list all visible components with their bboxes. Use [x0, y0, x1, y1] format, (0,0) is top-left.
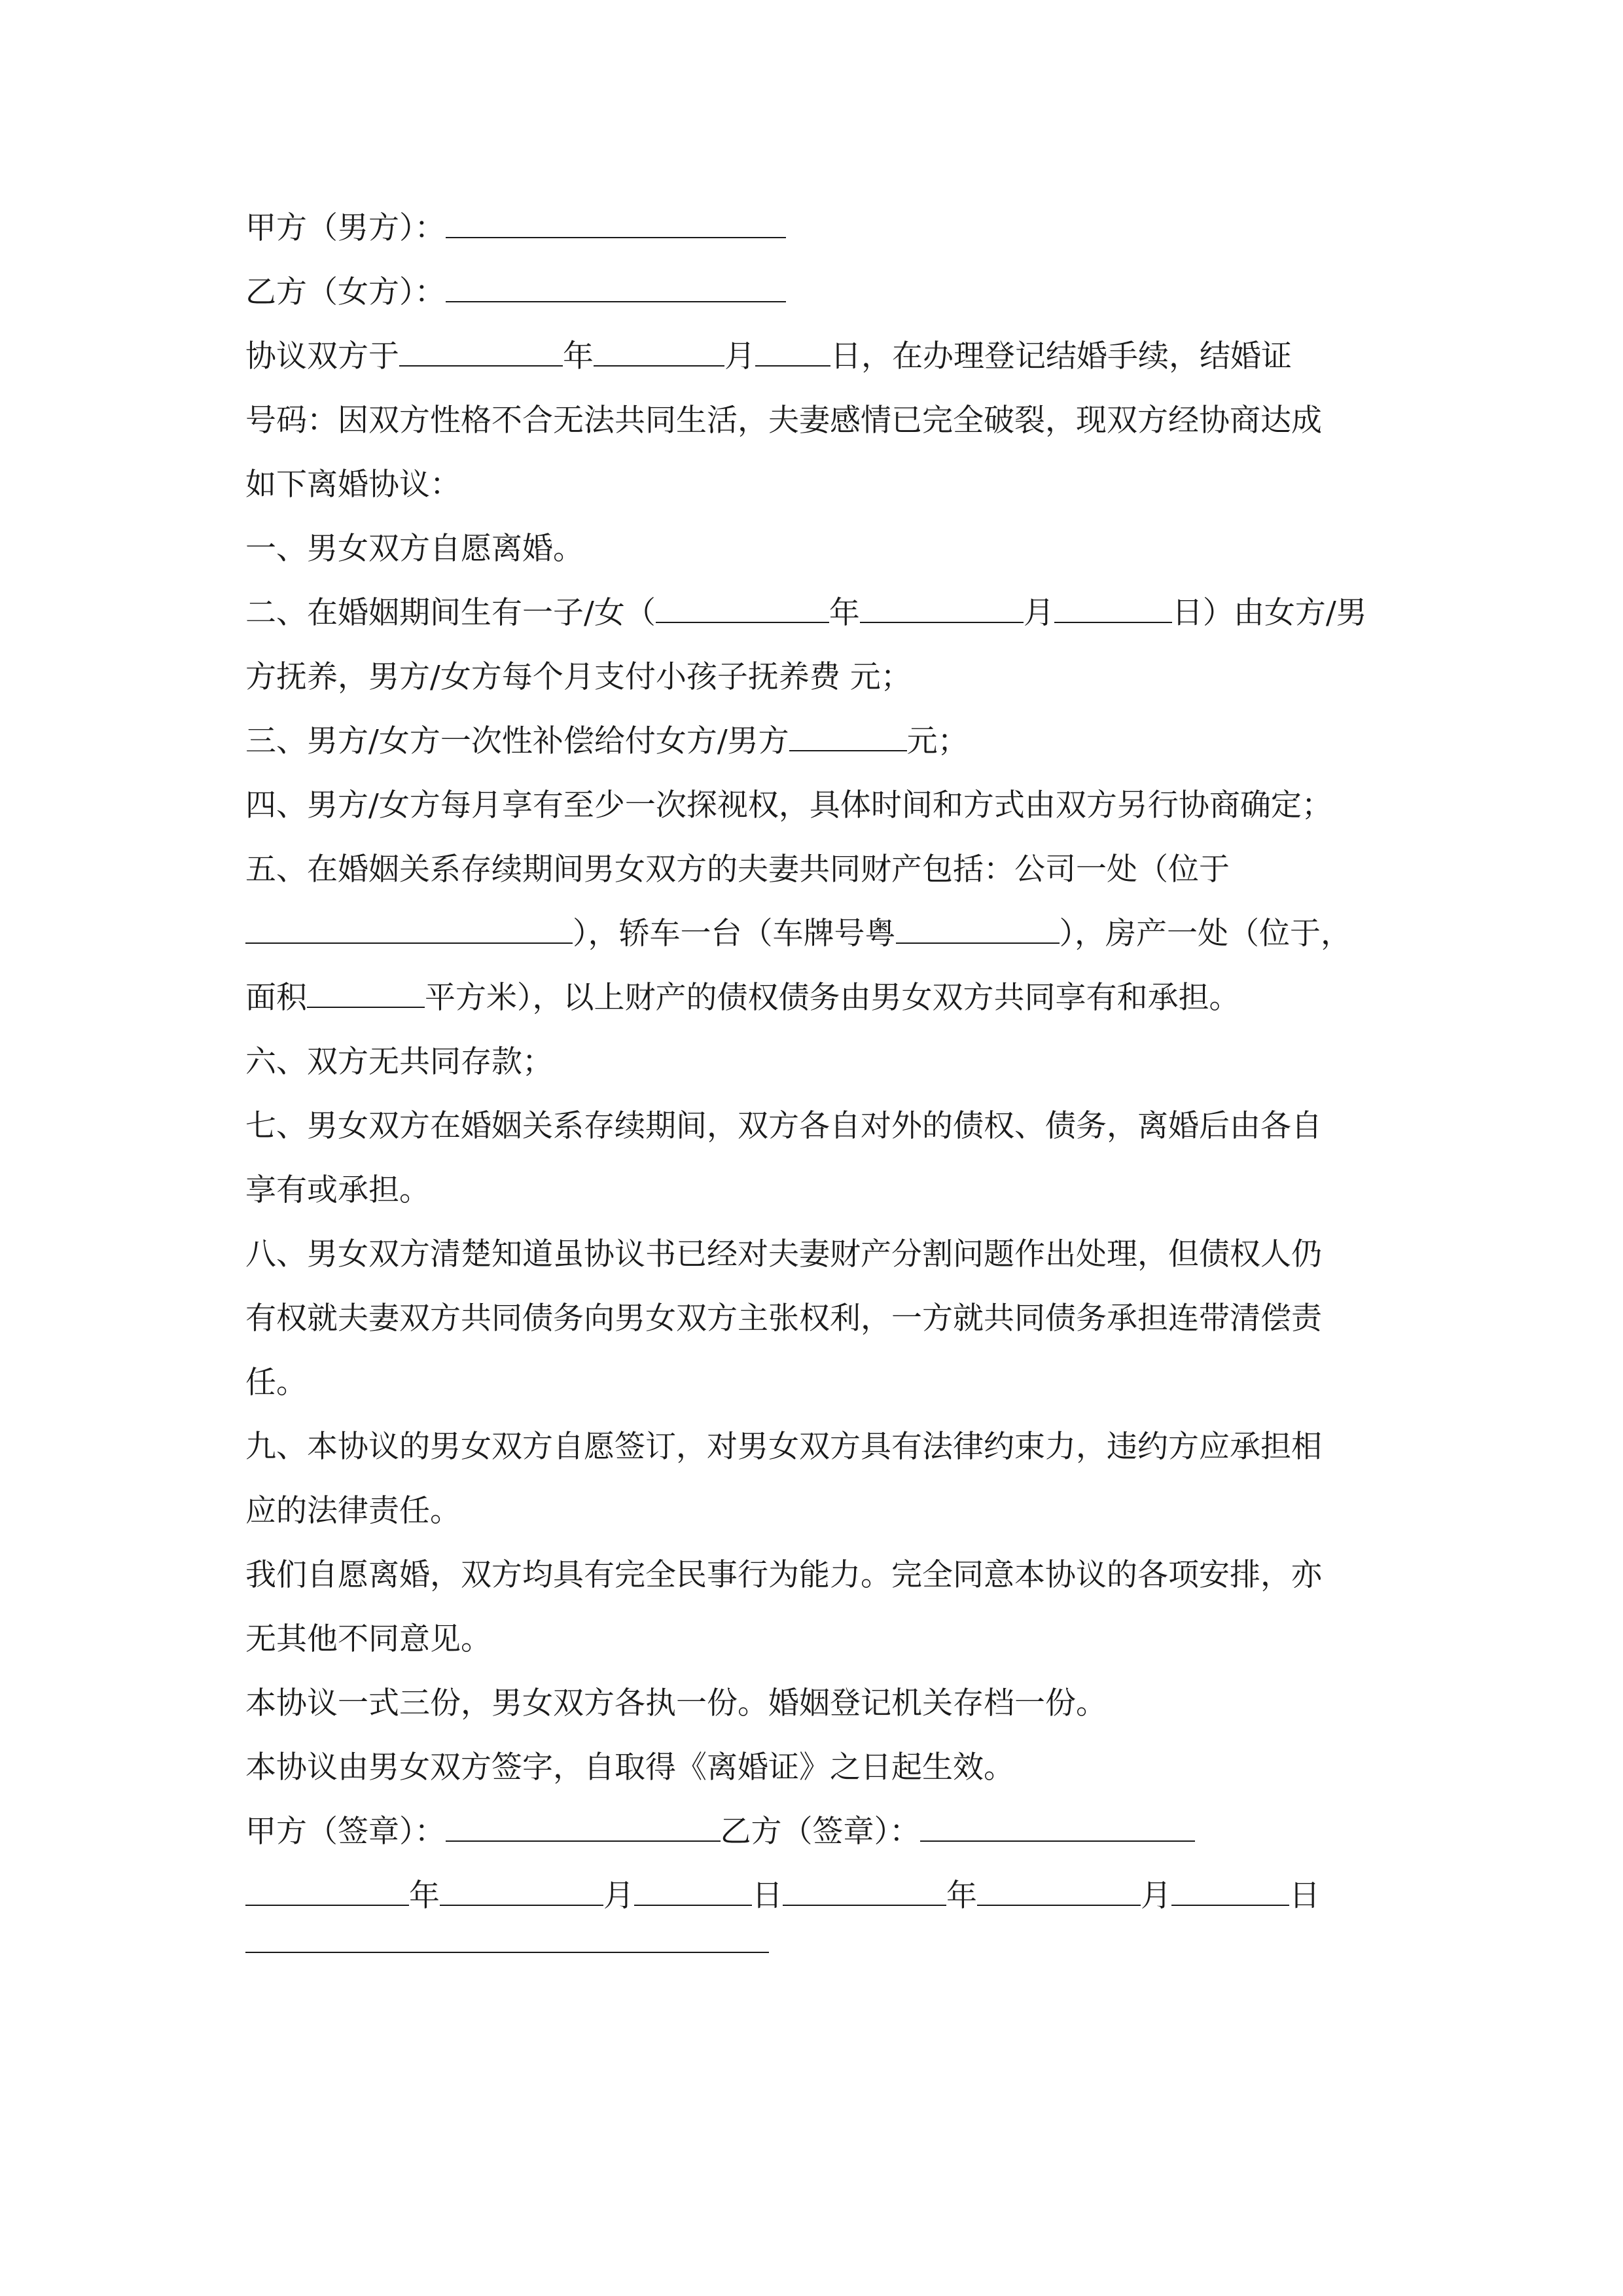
- company-address-field[interactable]: [245, 910, 573, 944]
- party-a-sign-year-field[interactable]: [245, 1873, 409, 1906]
- signature-date-line: [245, 1864, 1397, 1928]
- intro-line-2: 号码：因双方性格不合无法共同生活，夫妻感情已完全破裂，现双方经协商达成: [245, 403, 1322, 439]
- clause-5-line-2: [245, 902, 1397, 966]
- party-b-line: [245, 260, 1397, 325]
- clause-9-line-2: 应的法律责任。: [245, 1493, 461, 1529]
- clause-8-line-2: 有权就夫妻双方共同债务向男女双方主张权利，一方就共同债务承担连带清偿责: [245, 1300, 1322, 1336]
- marriage-month-field[interactable]: [594, 333, 724, 367]
- day-label: 日: [752, 1878, 783, 1914]
- intro-text: 协议双方于: [245, 338, 399, 374]
- party-b-signature-field[interactable]: [920, 1808, 1195, 1842]
- agreement-body: [245, 196, 1397, 1928]
- clause-text: 平方米），以上财产的债权债务由男女双方共同享有和承担。: [425, 980, 1240, 1016]
- signature-line: [245, 1800, 1397, 1864]
- day-label: 日: [1289, 1878, 1320, 1914]
- statement-line-2: 无其他不同意见。: [245, 1621, 491, 1657]
- clause-5-line-3: [245, 966, 1397, 1030]
- compensation-amount-field[interactable]: [789, 718, 907, 751]
- child-birth-year-field[interactable]: [656, 590, 829, 623]
- party-a-sign-month-field[interactable]: [440, 1873, 603, 1906]
- party-b-label: 乙方（女方）：: [245, 274, 446, 310]
- party-a-name-field[interactable]: [446, 205, 786, 238]
- month-label: 月: [1023, 595, 1054, 631]
- marriage-day-field[interactable]: [755, 333, 830, 367]
- statement-line-1: 我们自愿离婚，双方均具有完全民事行为能力。完全同意本协议的各项安排，亦: [245, 1557, 1322, 1593]
- clause-4: 四、男方/女方每月享有至少一次探视权，具体时间和方式由双方另行协商确定；: [245, 787, 1332, 823]
- party-a-signature-field[interactable]: [446, 1808, 721, 1842]
- party-b-sign-year-field[interactable]: [783, 1873, 946, 1906]
- clause-text: ），轿车一台（车牌号粤: [573, 916, 896, 952]
- child-birth-day-field[interactable]: [1054, 590, 1172, 623]
- copies-statement: 本协议一式三份，男女双方各执一份。婚姻登记机关存档一份。: [245, 1685, 1107, 1721]
- party-a-signature-label: 甲方（签章）：: [245, 1814, 446, 1850]
- clause-1: 一、男女双方自愿离婚。: [245, 531, 584, 567]
- clause-6: 六、双方无共同存款；: [245, 1044, 553, 1080]
- clause-7-line-2: 享有或承担。: [245, 1172, 430, 1208]
- year-label: 年: [829, 595, 860, 631]
- year-label: 年: [563, 338, 594, 374]
- child-birth-month-field[interactable]: [860, 590, 1024, 623]
- clause-8-line-1: 八、男女双方清楚知道虽协议书已经对夫妻财产分割问题作出处理，但债权人仍: [245, 1236, 1322, 1272]
- clause-text: 面积: [245, 980, 307, 1016]
- month-label: 月: [1141, 1878, 1171, 1914]
- clause-3: [245, 709, 1397, 774]
- clause-text: ），房产一处（位于，: [1059, 916, 1351, 952]
- party-b-sign-day-field[interactable]: [1171, 1873, 1289, 1906]
- party-b-signature-label: 乙方（签章）：: [720, 1814, 920, 1850]
- clause-5-line-1: 五、在婚姻关系存续期间男女双方的夫妻共同财产包括：公司一处（位于: [245, 852, 1230, 888]
- intro-line-1: [245, 325, 1397, 389]
- car-plate-field[interactable]: [896, 910, 1060, 944]
- clause-text: 二、在婚姻期间生有一子/女（: [245, 595, 656, 631]
- year-label: 年: [409, 1878, 440, 1914]
- month-label: 月: [724, 338, 755, 374]
- closing-rule: [245, 1952, 769, 1953]
- party-b-name-field[interactable]: [446, 269, 786, 302]
- clause-2-line-2: 方抚养，男方/女方每个月支付小孩子抚养费 元；: [245, 659, 912, 695]
- marriage-year-field[interactable]: [399, 333, 563, 367]
- house-area-field[interactable]: [307, 975, 425, 1008]
- intro-line-3: 如下离婚协议：: [245, 467, 461, 503]
- effect-statement: 本协议由男女双方签字，自取得《离婚证》之日起生效。: [245, 1749, 1014, 1785]
- month-label: 月: [603, 1878, 634, 1914]
- clause-text: 日）由女方/男: [1171, 595, 1367, 631]
- party-a-label: 甲方（男方）：: [245, 210, 446, 246]
- clause-2-line-1: [245, 581, 1397, 645]
- clause-text: 三、男方/女方一次性补偿给付女方/男方: [245, 723, 789, 759]
- clause-8-line-3: 任。: [245, 1365, 307, 1401]
- party-a-sign-day-field[interactable]: [634, 1873, 752, 1906]
- clause-9-line-1: 九、本协议的男女双方自愿签订，对男女双方具有法律约束力，违约方应承担相: [245, 1429, 1322, 1465]
- party-a-line: [245, 196, 1397, 260]
- party-b-sign-month-field[interactable]: [977, 1873, 1141, 1906]
- intro-text: 日，在办理登记结婚手续，结婚证: [830, 338, 1292, 374]
- year-label: 年: [946, 1878, 977, 1914]
- clause-7-line-1: 七、男女双方在婚姻关系存续期间，双方各自对外的债权、债务，离婚后由各自: [245, 1108, 1322, 1144]
- clause-text: 元；: [906, 723, 969, 759]
